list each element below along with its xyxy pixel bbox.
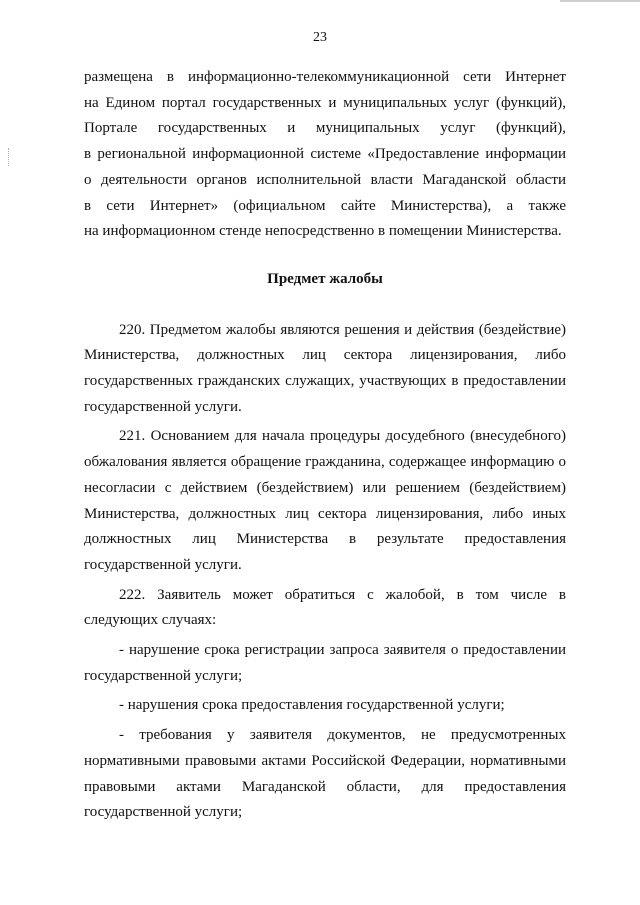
list-item-3: - требования у заявителя документов, не предусмотренных нормативными правовыми актами Российской Федерации, нормативными правовыми актами Магаданской области, для предоставления государственной услуги; bbox=[84, 727, 566, 821]
scan-edge-mark bbox=[560, 0, 640, 2]
document-body bbox=[84, 65, 566, 826]
paragraph-221: 221. Основанием для начала процедуры досудебного (внесудебного) обжалования является обращение гражданина, содержащее информацию о несогласии с действием (бездействием) или решением (бездействием) Министерства, должностных лиц сектора лицензирования, либо иных должностных лиц Министерства в результате предоставления государственной услуги. bbox=[84, 428, 566, 573]
intro-line: размещена в информационно-телекоммуникационной сети Интернет bbox=[84, 69, 566, 85]
margin-mark bbox=[8, 148, 10, 166]
intro-line: в региональной информационной системе «Предоставление информации bbox=[84, 146, 566, 163]
paragraph-220: 220. Предметом жалобы являются решения и действия (бездействие) Министерства, должностных лиц сектора лицензирования, либо государственных гражданских служащих, участвующих в предоставлении государственной услуги. bbox=[84, 321, 566, 415]
section-heading: Предмет жалобы bbox=[267, 270, 383, 287]
paragraph-222: 222. Заявитель может обратиться с жалобой, в том числе в следующих случаях: bbox=[84, 586, 566, 629]
intro-line: в сети Интернет» (официальном сайте Министерства), а также bbox=[84, 197, 566, 214]
intro-line: на информационном стенде непосредственно в помещении Министерства. bbox=[84, 223, 562, 240]
intro-line: о деятельности органов исполнительной власти Магаданской области bbox=[84, 171, 566, 188]
page-number: 23 bbox=[313, 30, 327, 45]
intro-paragraph bbox=[84, 65, 566, 245]
list-item-2: - нарушения срока предоставления государственной услуги; bbox=[119, 697, 505, 714]
intro-line: на Едином портал государственных и муниципальных услуг (функций), bbox=[84, 94, 566, 111]
list-item-1: - нарушение срока регистрации запроса заявителя о предоставлении государственной услуги; bbox=[84, 642, 566, 684]
intro-line: Портале государственных и муниципальных услуг (функций), bbox=[84, 120, 566, 137]
